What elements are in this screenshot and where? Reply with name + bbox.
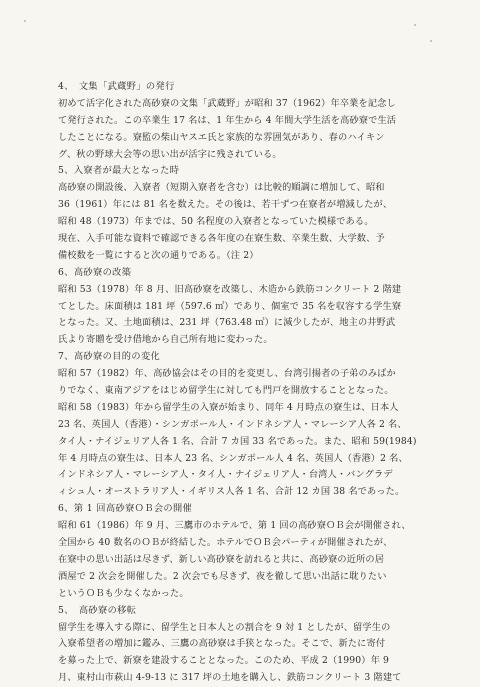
text-line: グ、秋の野球大会等の思い出が活字に残されている。 (58, 148, 282, 160)
text-line: 36（1961）年には 81 名を数えた。その後は、若干ずつ在寮者が増減したが、 (58, 199, 393, 211)
text-line: 備校数を一覧にすると次の通りである。（注 2） (58, 249, 259, 261)
text-line: となった。又、土地面積は、231 坪（763.48 ㎡）に減少したが、地主の井野武 (58, 317, 396, 329)
text-line: 在寮中の思い出話は尽きず、新しい高砂寮を訪れると共に、高砂寮の近所の居 (58, 553, 385, 565)
text-line: 氏より寄贈を受け借地から自己所有地に変わった。 (58, 334, 273, 346)
section-heading-purpose-change: 7、高砂寮の目的の変化 (58, 351, 161, 363)
text-line: 留学生を導入する際に、留学生と日本人との割合を 9 対 1 としたが、留学生の (58, 621, 391, 633)
section-heading-ob-meeting: 6、第 1 回高砂寮ＯＢ会の開催 (58, 503, 193, 515)
text-line: てとした。床面積は 181 坪（597.6 ㎡）であり、個室で 35 名を収容する学生寮 (58, 300, 402, 312)
text-line: 23 名、英国人（香港）・シンガポール人・インドネシア人・マレーシア人各 2 名、 (58, 418, 407, 430)
text-line: 年 4 月時点の寮生は、日本人 23 名、シンガポール人 4 名、英国人（香港）2 名、 (58, 452, 408, 464)
text-line: 入寮希望者の増加に鑑み、三鷹の高砂寮は手狭となった。そこで、新たに寄付 (58, 638, 386, 650)
text-line: 全国から 40 数名のＯＢが終結した。ホテルでＯＢ会パーティが開催されたが、 (58, 537, 393, 549)
text-line: タイ人・ナイジェリア人各 1 名、合計 7 カ国 33 名であった。また、昭和 59(1984) (58, 435, 417, 447)
document-text (58, 79, 440, 687)
text-line: ィシュ人・オーストラリア人・イギリス人各 1 名、合計 12 カ国 38 名であった。 (58, 486, 405, 498)
scan-speck (24, 20, 26, 22)
text-line: 酒屋で 2 次会を開催した。2 次会でも尽きず、夜を徹して思い出話に耽りたい (58, 570, 387, 582)
text-line: 昭和 57（1982）年、高砂協会はその目的を変更し、台湾引揚者の子弟のみばか (58, 368, 396, 380)
text-line: したことになる。寮監の柴山ヤスエ氏と家族的な雰囲気があり、春のハイキン (58, 131, 385, 143)
section-heading-bunshu: 4、 文集「武蔵野」の発行 (58, 81, 175, 92)
text-line: を募った上で、新寮を建設することとなった。このため、平成 2（1990）年 9 (58, 655, 390, 667)
text-line: て発行された。この卒業生 17 名は、1 年生から 4 年間大学生活を高砂寮で生活 (58, 114, 397, 126)
scan-speck (414, 24, 416, 26)
text-line: 高砂寮の開設後、入寮者（短期入寮者を含む）は比較的順調に増加して、昭和 (58, 182, 385, 194)
text-line: 昭和 58（1983）年から留学生の入寮が始まり、同年 4 月時点の寮生は、日本人 (58, 401, 399, 413)
section-heading-relocation: 5、 高砂寮の移転 (58, 604, 137, 616)
text-line: 昭和 53（1978）年 8 月、旧高砂寮を改築し、木造から鉄筋コンクリート 2 階建 (58, 283, 402, 295)
section-heading-max-residents: 5、入寮者が最大となった時 (58, 165, 180, 177)
text-line: 初めて活字化された高砂寮の文集「武蔵野」が昭和 37（1962）年卒業を記念し (58, 97, 396, 109)
text-line: りでなく、東南アジアをはじめ留学生に対しても門戸を開放することとなった。 (58, 385, 394, 397)
scan-speck (430, 40, 432, 42)
text-line: 昭和 61（1986）年 9 月、三鷹市のホテルで、第 1 回の高砂寮ＯＢ会が開催され、 (58, 520, 411, 532)
text-line: 月、東村山市萩山 4-9-13 に 317 坪の土地を購入し、鉄筋コンクリート 3 階建て (58, 672, 402, 684)
section-heading-rebuild: 6、高砂寮の改築 (58, 266, 132, 278)
text-line: 現在、入手可能な資料で確認できる各年度の在寮生数、卒業生数、大学数、予 (58, 233, 385, 245)
text-line: 昭和 48（1973）年までは、50 名程度の入寮者となっていた模様である。 (58, 216, 374, 228)
text-line: インドネシア人・マレーシア人・タイ人・ナイジェリア人・台湾人・バングラデ (58, 469, 393, 481)
text-line: というＯＢも少なくなかった。 (58, 587, 189, 599)
